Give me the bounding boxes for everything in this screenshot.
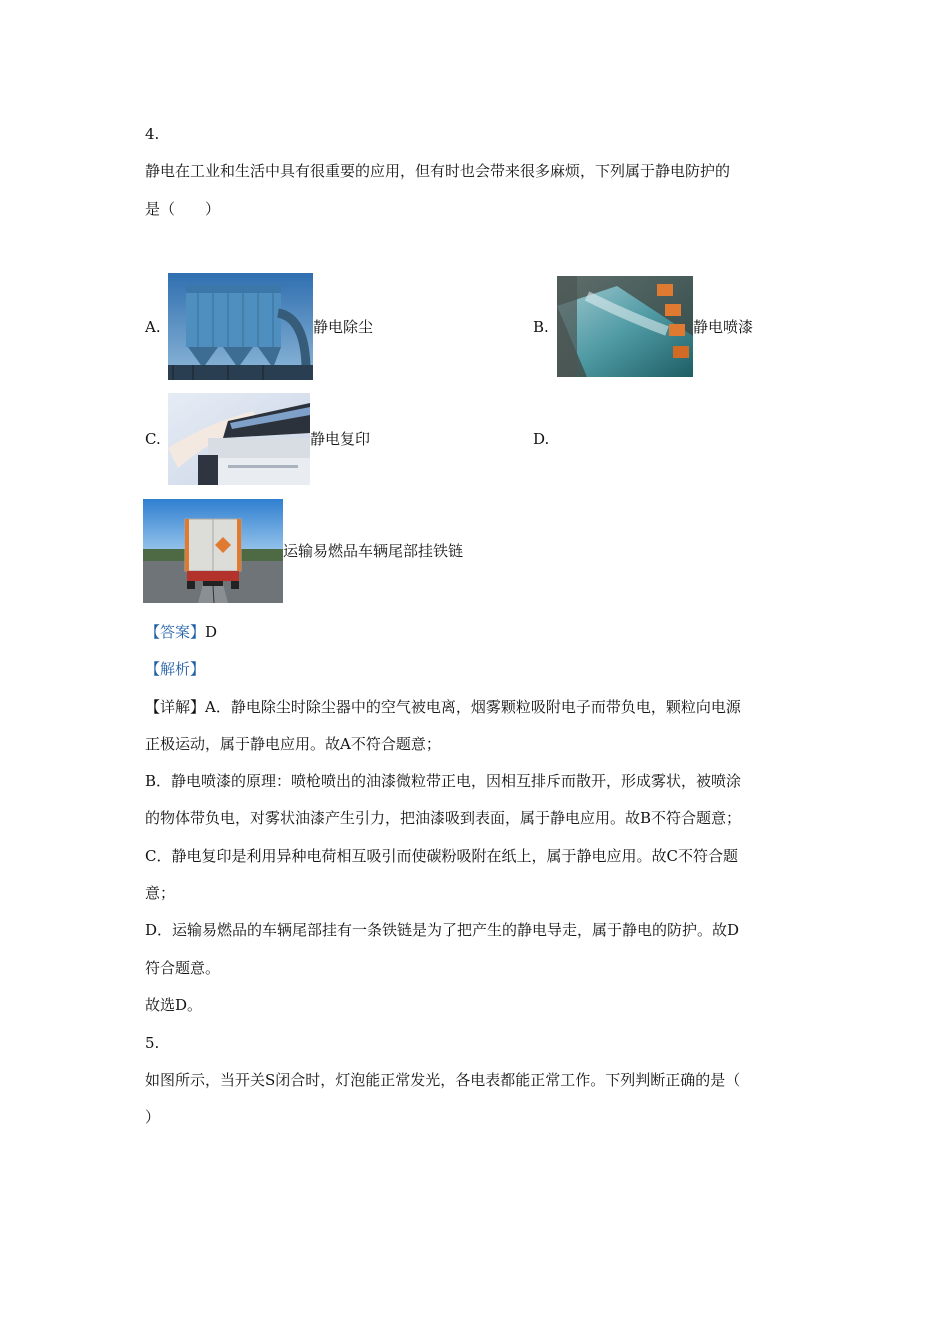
option-d-letter: D.	[533, 430, 550, 448]
question-stem-line: 如图所示，当开关S闭合时，灯泡能正常发光，各电表都能正常工作。下列判断正确的是（	[145, 1071, 741, 1089]
question-stem-line: ）	[145, 1108, 161, 1126]
option-c-caption: 静电复印	[310, 430, 371, 448]
detail-line	[145, 697, 741, 717]
dust-collector-photo	[168, 273, 313, 380]
detail-line: 故选D。	[145, 996, 203, 1014]
question-number: 5.	[145, 1034, 160, 1052]
detail-line: B．静电喷漆的原理：喷枪喷出的油漆微粒带正电，因相互排斥而散开，形成雾状，被喷涂	[145, 772, 742, 790]
question-stem-line: 静电在工业和生活中具有很重要的应用，但有时也会带来很多麻烦，下列属于静电防护的	[145, 162, 731, 180]
question-number: 4.	[145, 125, 160, 143]
option-a-caption: 静电除尘	[313, 318, 374, 336]
detail-line: 的物体带负电，对雾状油漆产生引力，把油漆吸到表面，属于静电应用。故B不符合题意；	[145, 809, 742, 827]
answer-line	[145, 622, 217, 642]
detail-line: 正极运动，属于静电应用。故A不符合题意；	[145, 735, 441, 753]
detail-line: 意；	[145, 884, 176, 902]
option-b-caption: 静电喷漆	[693, 318, 754, 336]
detail-label: 【详解】	[145, 698, 206, 716]
detail-line: D．运输易燃品的车辆尾部挂有一条铁链是为了把产生的静电导走，属于静电的防护。故D	[145, 921, 740, 939]
detail-line: C．静电复印是利用异种电荷相互吸引而使碳粉吸附在纸上，属于静电应用。故C不符合题	[145, 847, 738, 865]
detail-line: 符合题意。	[145, 959, 221, 977]
answer-label: 【答案】	[145, 623, 206, 641]
analysis-label: 【解析】	[145, 660, 206, 678]
option-b-letter: B.	[533, 318, 549, 336]
option-a-letter: A.	[145, 318, 161, 336]
spray-painting-photo	[557, 276, 693, 377]
answer-value: D	[205, 623, 218, 641]
detail-text: A．静电除尘时除尘器中的空气被电离，烟雾颗粒吸附电子而带负电，颗粒向电源	[205, 698, 741, 716]
option-d-caption: 运输易燃品车辆尾部挂铁链	[283, 542, 464, 560]
tanker-truck-photo	[143, 499, 283, 603]
copier-photo	[168, 393, 310, 485]
question-stem-line: 是（ ）	[145, 200, 221, 218]
option-c-letter: C.	[145, 430, 161, 448]
